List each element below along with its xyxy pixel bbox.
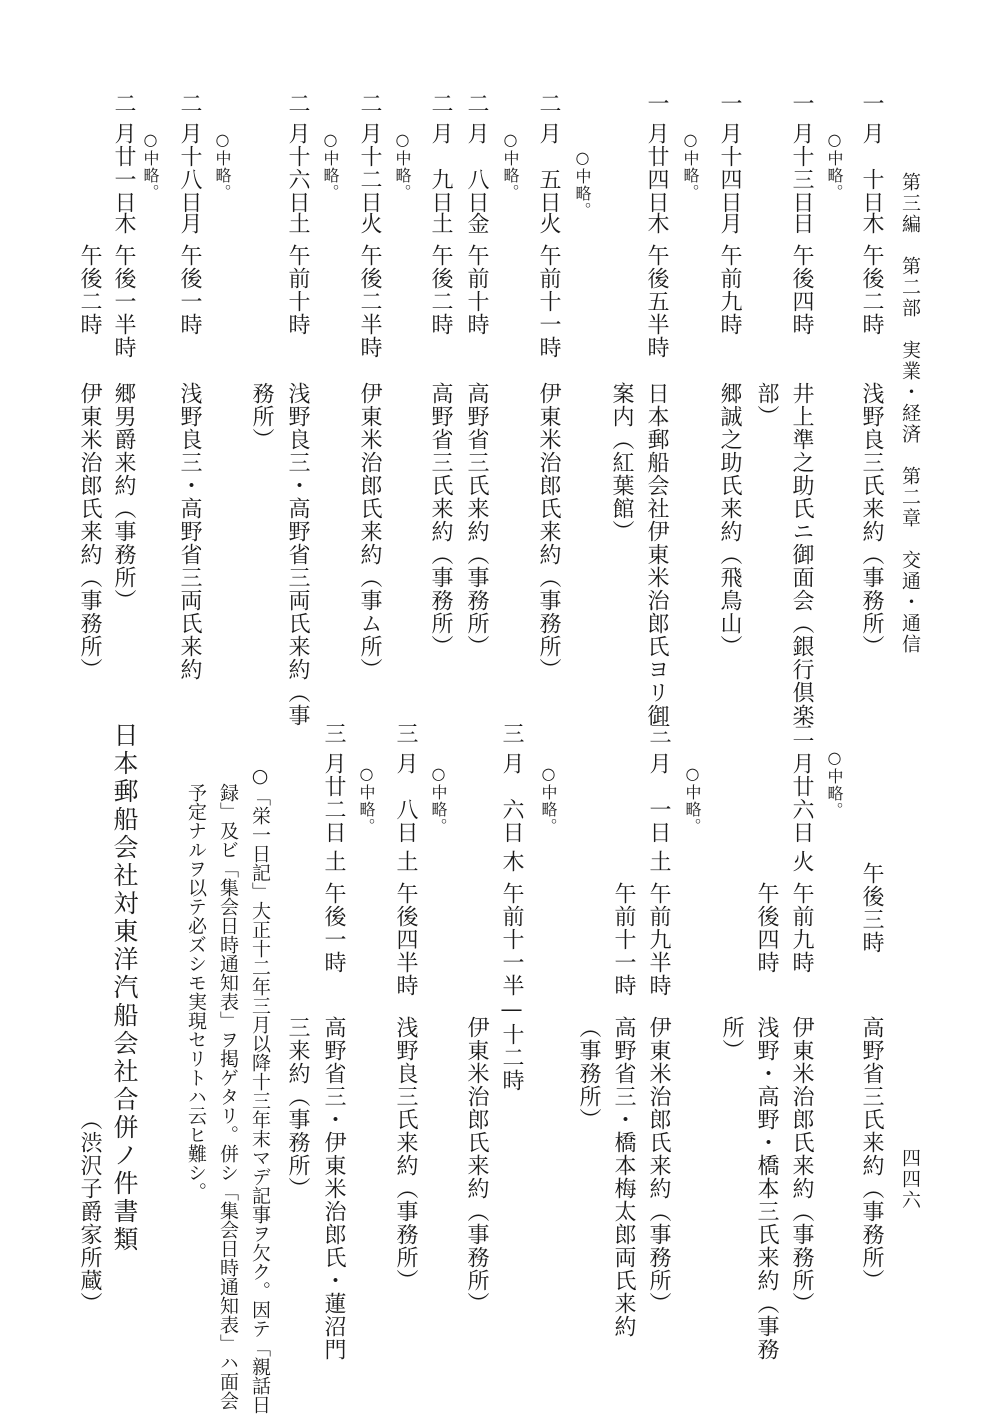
omission-note: ○中略。 (429, 764, 448, 835)
entry-month: 三 (321, 722, 346, 745)
entry-day: 月 (177, 212, 202, 235)
entry-month: 二 (464, 92, 489, 115)
entry-day: 木 (644, 212, 669, 235)
omission-note: ○中略。 (539, 764, 558, 835)
entry-text: 伊東米治郎氏来約（事ム所） (357, 382, 382, 681)
entry-date: 月 一日 (646, 752, 671, 844)
entry-day: 月 (717, 212, 742, 235)
entry-text-cont: 部） (754, 382, 779, 428)
entry-time: 午前九時 (789, 882, 814, 974)
entry-day: 木 (111, 212, 136, 235)
entry-day: 火 (357, 212, 382, 235)
entry-time: 午後一時 (321, 882, 346, 974)
entry-month: 二 (789, 722, 814, 745)
entry-month: 二 (177, 92, 202, 115)
entry-month: 三 (646, 722, 671, 745)
entry-date: 月十六日 (285, 122, 310, 214)
entry-time: 午後五半時 (644, 244, 669, 359)
entry-month: 二 (111, 92, 136, 115)
entry-date: 月 八日 (393, 752, 418, 844)
entry-date: 月廿二日 (321, 752, 346, 844)
entry-month: 二 (428, 92, 453, 115)
entry-time: 午前九時 (717, 244, 742, 336)
footnote-line: ○「栄一日記」大正十二年三月以降十三年末マデ記事ヲ欠ク。因テ「親話日 (249, 765, 271, 1414)
entry-day: 土 (428, 212, 453, 235)
footnote-line: 予定ナルヲ以テ必ズシモ実現セリトハ云ヒ難シ。 (185, 783, 207, 1201)
omission-note: ○中略。 (681, 130, 700, 201)
entry-text: 高野省三氏来約（事務所） (859, 1016, 884, 1292)
entry-time: 午前九半時 (646, 882, 671, 997)
entry-text-cont: 務所） (249, 382, 274, 451)
omission-note: ○中略。 (321, 130, 340, 201)
entry-text: 伊東米治郎氏来約（事務所） (536, 382, 561, 681)
entry-date: 月 五日 (536, 122, 561, 214)
entry-time-second: 午後二時 (77, 244, 102, 336)
entry-time: 午後四半時 (393, 882, 418, 997)
entry-month: 三 (499, 722, 524, 745)
entry-text: 浅野良三氏来約（事務所） (859, 382, 884, 658)
entry-text-cont: 案内（紅葉館） (609, 382, 634, 543)
entry-time: 午後二時 (859, 244, 884, 336)
entry-time: 午後二時 (428, 244, 453, 336)
entry-day: 土 (393, 850, 418, 873)
omission-note: ○中略。 (683, 764, 702, 835)
entry-text: 浅野良三氏来約（事務所） (393, 1016, 418, 1292)
entry-time: 午前十一半—十二時 (499, 882, 524, 1092)
omission-note: ○中略。 (141, 130, 160, 201)
omission-note: ○中略。 (573, 148, 592, 219)
entry-month: 一 (717, 92, 742, 115)
entry-text: 高野省三・伊東米治郎氏・蓮沼門 (321, 1016, 346, 1361)
entry-time: 午前十時 (464, 244, 489, 336)
omission-note: ○中略。 (825, 748, 844, 819)
entry-time-second: 午後四時 (754, 882, 779, 974)
entry-day: 土 (285, 212, 310, 235)
entry-date: 月十三日 (789, 122, 814, 214)
entry-time-second: 午前十一時 (611, 882, 636, 997)
entry-month: 一 (789, 92, 814, 115)
entry-month: 三 (393, 722, 418, 745)
omission-note: ○中略。 (501, 130, 520, 201)
entry-text: 浅野良三・高野省三両氏来約（事 (285, 382, 310, 727)
entry-text-second: 高野省三・橋本梅太郎両氏来約 (611, 1016, 636, 1338)
entry-date: 月廿一日 (111, 122, 136, 214)
entry-date: 月廿四日 (644, 122, 669, 214)
entry-day: 木 (859, 212, 884, 235)
entry-day: 火 (536, 212, 561, 235)
entry-month: 二 (357, 92, 382, 115)
entry-text: 伊東米治郎氏来約（事務所） (789, 1016, 814, 1315)
entry-date: 月 十日 (859, 122, 884, 214)
entry-date: 月十八日 (177, 122, 202, 214)
entry-text: 郷男爵来約（事務所） (111, 382, 136, 612)
entry-date: 月 九日 (428, 122, 453, 214)
entry-date: 月十四日 (717, 122, 742, 214)
entry-text: 井上準之助氏ニ御面会（銀行倶楽 (789, 382, 814, 727)
entry-time: 午後一半時 (111, 244, 136, 359)
entry-day: 土 (646, 850, 671, 873)
footnote-line: 録」及ビ「集会日時通知表」ヲ掲ゲタリ。併シ「集会日時通知表」ハ面会 (217, 783, 239, 1410)
omission-note: ○中略。 (393, 130, 412, 201)
omission-note: ○中略。 (825, 130, 844, 201)
entry-text: 高野省三氏来約（事務所） (428, 382, 453, 658)
entry-text-second: 浅野・高野・橋本三氏来約（事務 (754, 1016, 779, 1361)
entry-text: 浅野良三・高野省三両氏来約 (177, 382, 202, 681)
entry-text-cont: 所） (719, 1016, 744, 1062)
section-title: 日本郵船会社対東洋汽船会社合併ノ件書類 (110, 722, 139, 1254)
page-number: 四四六 (899, 1148, 921, 1211)
entry-month: 二 (536, 92, 561, 115)
entry-date: 月 六日 (499, 752, 524, 844)
entry-text: 伊東米治郎氏来約（事務所） (464, 1016, 489, 1315)
entry-text-cont: 三来約（事務所） (285, 1016, 310, 1200)
entry-day: 金 (464, 212, 489, 235)
entry-text-second: 伊東米治郎氏来約（事務所） (77, 382, 102, 681)
entry-month: 二 (285, 92, 310, 115)
section-source: （渋沢子爵家所蔵） (77, 1108, 102, 1315)
entry-time: 午後二半時 (357, 244, 382, 359)
entry-day: 火 (789, 850, 814, 873)
entry-day: 日 (789, 212, 814, 235)
entry-day: 木 (499, 850, 524, 873)
entry-date: 月廿六日 (789, 752, 814, 844)
entry-date: 月十二日 (357, 122, 382, 214)
entry-day: 土 (321, 850, 346, 873)
omission-note: ○中略。 (357, 764, 376, 835)
running-title: 第三編 第二部 実業・経済 第二章 交通・通信 (899, 172, 921, 655)
entry-time: 午前十一時 (536, 244, 561, 359)
entry-text: 高野省三氏来約（事務所） (464, 382, 489, 658)
entry-time: 午後三時 (859, 862, 884, 954)
entry-month: 一 (644, 92, 669, 115)
entry-text: 郷誠之助氏来約（飛鳥山） (717, 382, 742, 658)
entry-time: 午後一時 (177, 244, 202, 336)
entry-text: 伊東米治郎氏来約（事務所） (646, 1016, 671, 1315)
entry-time: 午前十時 (285, 244, 310, 336)
entry-month: 一 (859, 92, 884, 115)
entry-text: 日本郵船会社伊東米治郎氏ヨリ御 (644, 382, 669, 727)
omission-note: ○中略。 (213, 130, 232, 201)
entry-date: 月 八日 (464, 122, 489, 214)
entry-time: 午後四時 (789, 244, 814, 336)
entry-text-cont: （事務所） (576, 1016, 601, 1131)
